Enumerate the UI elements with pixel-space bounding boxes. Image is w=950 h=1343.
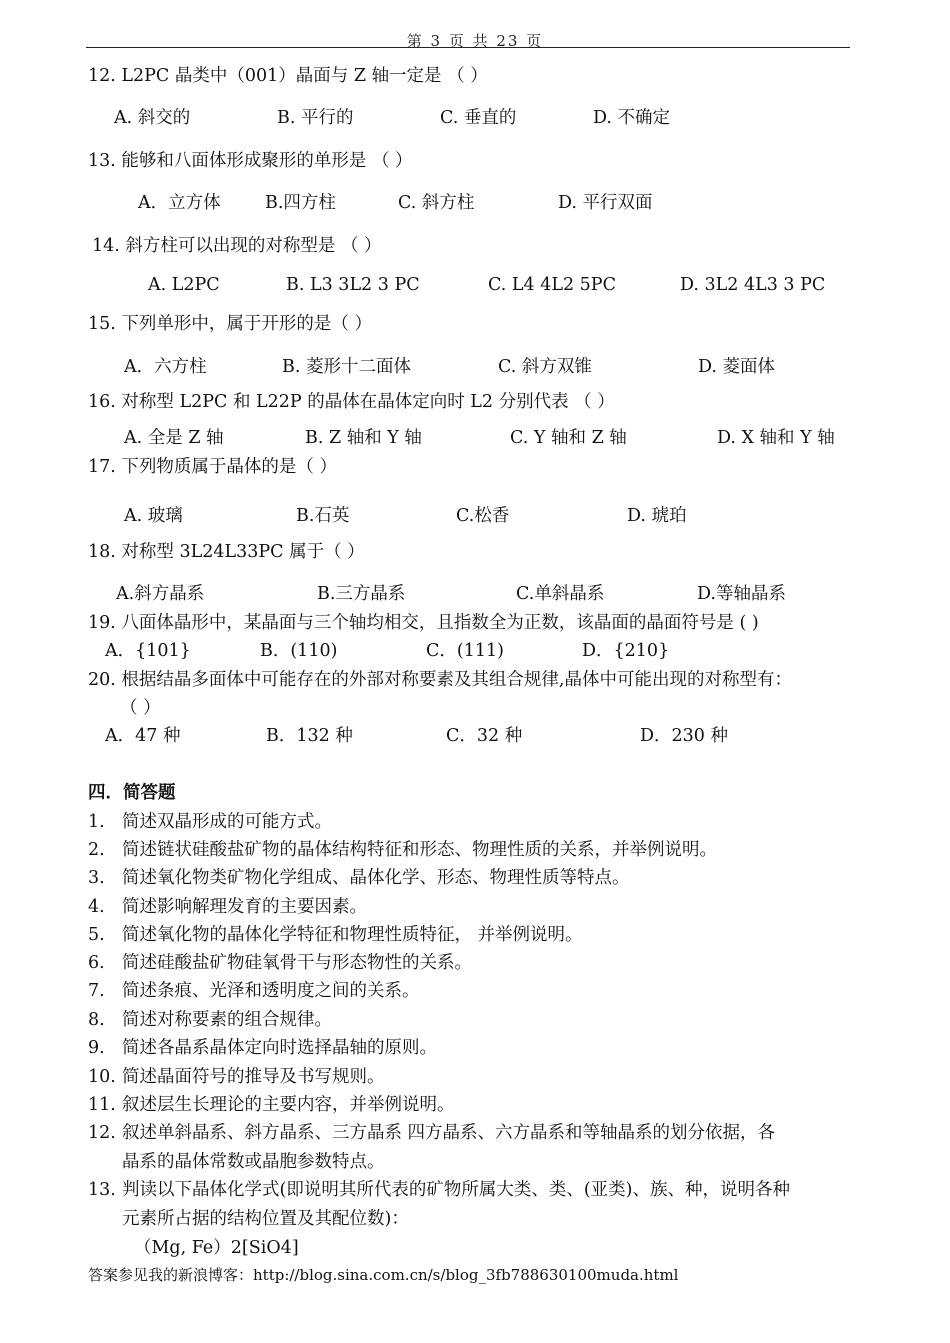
q12-option-d: D. 不确定 (593, 108, 671, 128)
question-15-stem: 15. 下列单形中，属于开形的是（ ） (88, 314, 372, 334)
q13-option-b: B.四方柱 (265, 193, 336, 213)
q14-option-b: B. L3 3L2 3 PC (286, 275, 420, 295)
q13-option-a: A．立方体 (138, 193, 221, 213)
q17-option-c: C.松香 (456, 506, 510, 526)
q19-option-b: B．(110) (260, 641, 338, 661)
list-item: 3. 简述氧化物类矿物化学组成、晶体化学、形态、物理性质等特点。 (88, 868, 630, 888)
section-title: 四．简答题 (88, 783, 176, 803)
q14-option-a: A. L2PC (148, 275, 220, 295)
header-rule (86, 47, 850, 48)
q16-option-d: D. X 轴和 Y 轴 (717, 428, 835, 448)
question-18-stem: 18. 对称型 3L24L33PC 属于（ ） (88, 542, 365, 562)
q13-option-c: C. 斜方柱 (398, 193, 475, 213)
q19-option-d: D．{210} (582, 641, 670, 661)
chemical-formula: （Mg, Fe）2[SiO4] (134, 1238, 299, 1258)
q18-option-d: D.等轴晶系 (697, 584, 786, 604)
q16-option-c: C. Y 轴和 Z 轴 (510, 428, 627, 448)
q13-option-d: D. 平行双面 (558, 193, 653, 213)
q19-option-a: A．{101} (105, 641, 191, 661)
question-20-stem-cont: （ ） (120, 698, 161, 718)
q16-option-b: B. Z 轴和 Y 轴 (305, 428, 422, 448)
q15-option-c: C. 斜方双锥 (498, 357, 592, 377)
list-item: 10. 简述晶面符号的推导及书写规则。 (88, 1067, 385, 1087)
page-header: 第 3 页 共 23 页 (406, 32, 544, 50)
list-item: 元素所占据的结构位置及其配位数)： (122, 1209, 409, 1229)
question-14-stem: 14. 斜方柱可以出现的对称型是 （ ） (92, 236, 382, 256)
q17-option-b: B.石英 (296, 506, 350, 526)
q20-option-d: D．230 种 (640, 726, 728, 746)
question-12-stem: 12. L2PC 晶类中（001）晶面与 Z 轴一定是 （ ） (88, 66, 488, 86)
list-item: 1. 简述双晶形成的可能方式。 (88, 812, 332, 832)
q12-option-c: C. 垂直的 (440, 108, 517, 128)
question-16-stem: 16. 对称型 L2PC 和 L22P 的晶体在晶体定向时 L2 分别代表 （ ） (88, 392, 615, 412)
q18-option-a: A.斜方晶系 (116, 584, 205, 604)
q16-option-a: A. 全是 Z 轴 (124, 428, 224, 448)
list-item: 晶系的晶体常数或晶胞参数特点。 (122, 1152, 385, 1172)
q18-option-c: C.单斜晶系 (516, 584, 605, 604)
q17-option-a: A. 玻璃 (124, 506, 183, 526)
list-item: 7. 简述条痕、光泽和透明度之间的关系。 (88, 981, 420, 1001)
q19-option-c: C．(111) (426, 641, 504, 661)
list-item: 4. 简述影响解理发育的主要因素。 (88, 897, 367, 917)
list-item: 11. 叙述层生长理论的主要内容，并举例说明。 (88, 1095, 455, 1115)
q15-option-a: A．六方柱 (124, 357, 207, 377)
question-20-stem: 20. 根据结晶多面体中可能存在的外部对称要素及其组合规律,晶体中可能出现的对称型有： (88, 670, 792, 690)
q14-option-d: D. 3L2 4L3 3 PC (680, 275, 826, 295)
q12-option-a: A. 斜交的 (114, 108, 191, 128)
q20-option-c: C．32 种 (446, 726, 523, 746)
list-item: 9. 简述各晶系晶体定向时选择晶轴的原则。 (88, 1038, 437, 1058)
question-19-stem: 19. 八面体晶形中，某晶面与三个轴均相交，且指数全为正数，该晶面的晶面符号是 ( ) (88, 613, 759, 633)
q20-option-a: A．47 种 (105, 726, 181, 746)
q18-option-b: B.三方晶系 (317, 584, 406, 604)
list-item: 2. 简述链状硅酸盐矿物的晶体结构特征和形态、物理性质的关系，并举例说明。 (88, 840, 717, 860)
list-item: 12. 叙述单斜晶系、斜方晶系、三方晶系 四方晶系、六方晶系和等轴晶系的划分依据，各 (88, 1123, 776, 1143)
q17-option-d: D. 琥珀 (627, 506, 687, 526)
q12-option-b: B. 平行的 (277, 108, 354, 128)
q14-option-c: C. L4 4L2 5PC (488, 275, 616, 295)
question-13-stem: 13. 能够和八面体形成聚形的单形是 （ ） (88, 151, 413, 171)
list-item: 5. 简述氧化物的晶体化学特征和物理性质特征， 并举例说明。 (88, 925, 583, 945)
list-item: 13. 判读以下晶体化学式(即说明其所代表的矿物所属大类、类、(亚类)、族、种，说明各种 (88, 1180, 790, 1200)
footer-note: 答案参见我的新浪博客：http://blog.sina.com.cn/s/blog_3fb788630100muda.html (88, 1266, 679, 1284)
q15-option-b: B. 菱形十二面体 (282, 357, 411, 377)
q20-option-b: B．132 种 (266, 726, 353, 746)
list-item: 6. 简述硅酸盐矿物硅氧骨干与形态物性的关系。 (88, 953, 472, 973)
q15-option-d: D. 菱面体 (698, 357, 776, 377)
question-17-stem: 17. 下列物质属于晶体的是（ ） (88, 457, 337, 477)
list-item: 8. 简述对称要素的组合规律。 (88, 1010, 332, 1030)
